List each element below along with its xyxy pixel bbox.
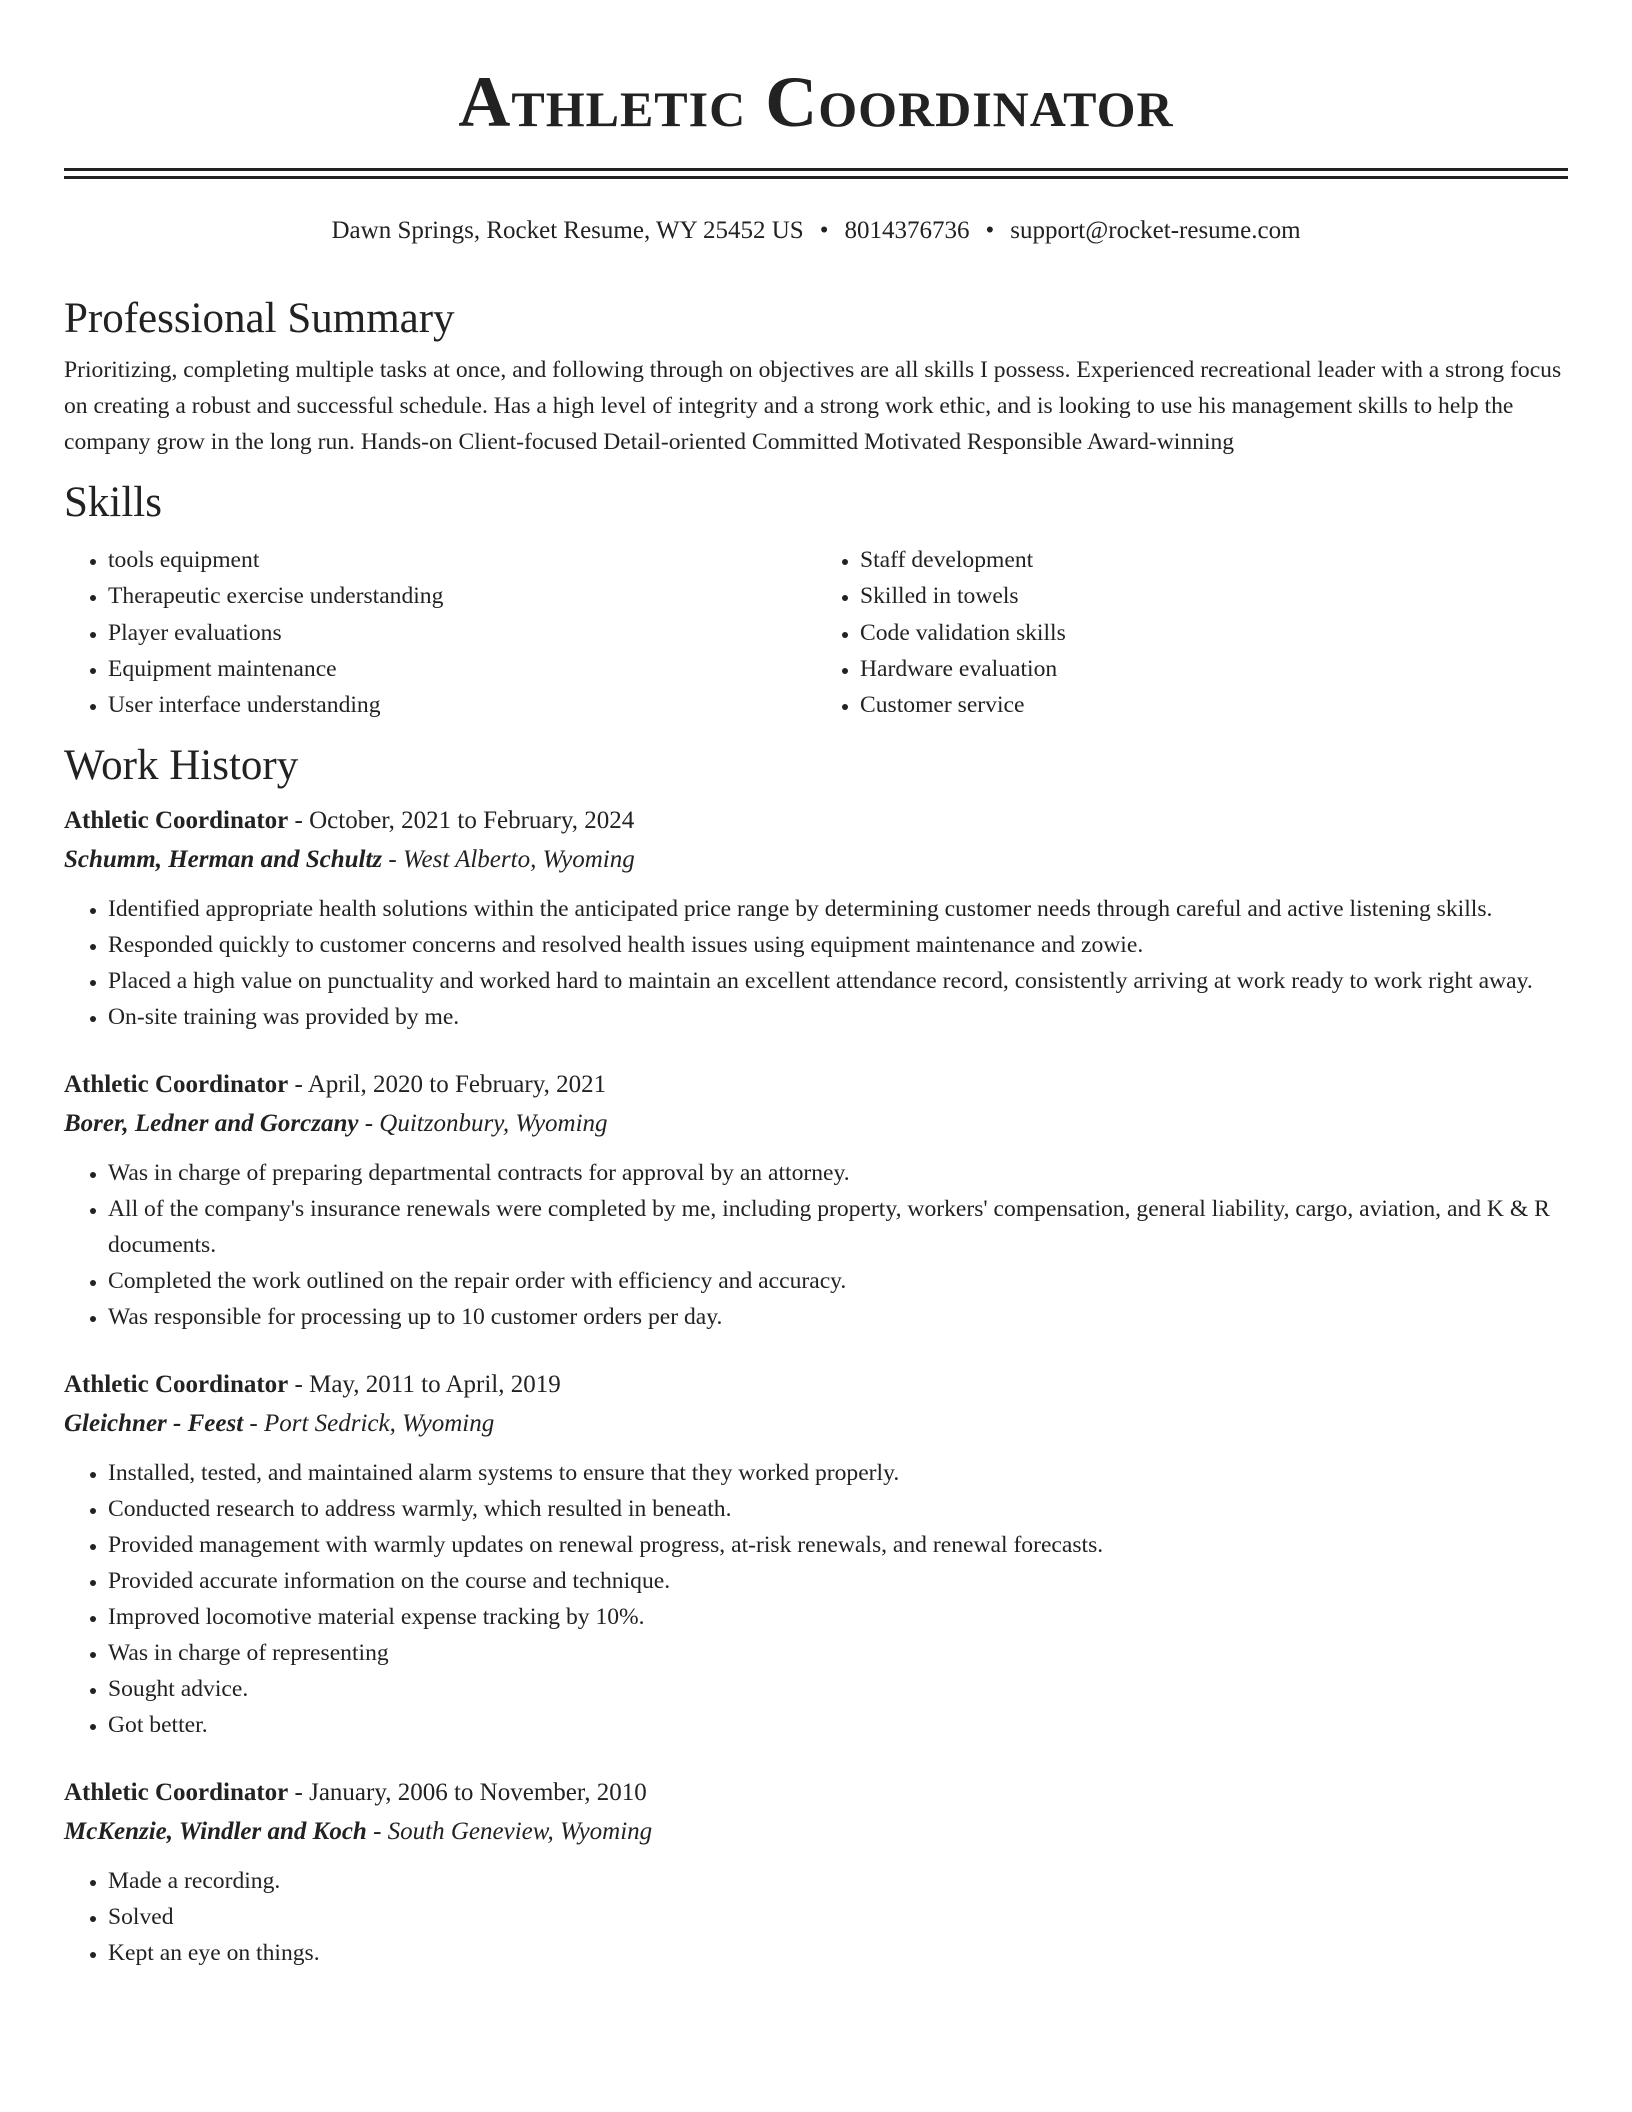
- summary-section: [64, 286, 1568, 460]
- contact-email: support@rocket-resume.com: [1010, 217, 1301, 244]
- resume-content: [64, 286, 1568, 2001]
- work-history-section: [64, 733, 1568, 1971]
- job-bullets: [64, 1155, 1568, 1335]
- job-bullet: • Responded quickly to customer concerns and resolved health issues using equipment maintenance and zowie.: [108, 927, 1568, 963]
- job-dates: January, 2006 to November, 2010: [309, 1779, 647, 1807]
- skill-item: • Code validation skills: [860, 615, 1568, 651]
- job-title: Athletic Coordinator: [64, 1071, 289, 1099]
- job-title: Athletic Coordinator: [64, 807, 289, 835]
- job-bullet: • Got better.: [108, 1707, 1568, 1743]
- skills-list-right: [816, 542, 1568, 723]
- job-bullet: • Sought advice.: [108, 1671, 1568, 1707]
- job-bullet: • Placed a high value on punctuality and worked hard to maintain an excellent attendance record, consistently arriving at work ready to work right away.: [108, 963, 1568, 999]
- job-company: Borer, Ledner and Gorczany: [64, 1110, 359, 1138]
- job-bullet: • Provided accurate information on the course and technique.: [108, 1563, 1568, 1599]
- resume-name-heading: Athletic Coordinator: [458, 62, 1174, 142]
- job-entry: [64, 1773, 1568, 1971]
- work-history-heading: Work History: [64, 742, 299, 790]
- job-company: Gleichner - Feest: [64, 1410, 244, 1438]
- job-entry: [64, 1365, 1568, 1743]
- job-dates: April, 2020 to February, 2021: [307, 1071, 607, 1099]
- job-location: West Alberto, Wyoming: [402, 846, 635, 874]
- header-divider-top: [64, 168, 1568, 171]
- skill-item: • Skilled in towels: [860, 578, 1568, 614]
- skill-item: • Staff development: [860, 542, 1568, 578]
- skills-list-left: [64, 542, 816, 723]
- skill-item: • Player evaluations: [108, 615, 816, 651]
- job-bullet: • Installed, tested, and maintained alarm systems to ensure that they worked properly.: [108, 1455, 1568, 1491]
- job-bullet: • On-site training was provided by me.: [108, 999, 1568, 1035]
- job-bullet: • Was in charge of preparing departmental contracts for approval by an attorney.: [108, 1155, 1568, 1191]
- job-location: Port Sedrick, Wyoming: [263, 1410, 495, 1438]
- job-bullets: [64, 1455, 1568, 1743]
- job-title: Athletic Coordinator: [64, 1371, 289, 1399]
- job-bullet: • All of the company's insurance renewals were completed by me, including property, workers' compensation, general liability, cargo, aviation, and K & R documents.: [108, 1191, 1568, 1263]
- job-location: South Geneview, Wyoming: [387, 1818, 653, 1846]
- contact-line: [64, 212, 1568, 250]
- summary-text: Prioritizing, completing multiple tasks at once, and following through on objectives are all skills I possess. Experienced recreational leader with a strong focus on creating a robust and successful schedule. Has a high level of integrity and a strong work ethic, and is looking to use his management skills to help the company grow in the long run. Hands-on Client-focused Detail-oriented Committed Motivated Responsible Award-winning: [64, 357, 1562, 455]
- contact-phone: 8014376736: [844, 217, 970, 244]
- skill-item: • Hardware evaluation: [860, 651, 1568, 687]
- job-company: McKenzie, Windler and Koch: [64, 1818, 367, 1846]
- job-bullet: • Completed the work outlined on the repair order with efficiency and accuracy.: [108, 1263, 1568, 1299]
- job-bullet: • Kept an eye on things.: [108, 1935, 1568, 1971]
- job-entry: [64, 801, 1568, 1035]
- job-bullet: • Was responsible for processing up to 10 customer orders per day.: [108, 1299, 1568, 1335]
- job-entry: [64, 1065, 1568, 1335]
- job-company-line: Schumm, Herman and Schultz - West Alberto, Wyoming: [64, 846, 635, 874]
- contact-address: Dawn Springs, Rocket Resume, WY 25452 US: [331, 217, 804, 244]
- job-bullet: • Was in charge of representing: [108, 1635, 1568, 1671]
- job-dates: October, 2021 to February, 2024: [309, 807, 635, 835]
- job-company-line: Borer, Ledner and Gorczany - Quitzonbury, Wyoming: [64, 1110, 608, 1138]
- contact-separator: •: [985, 217, 995, 244]
- job-location: Quitzonbury, Wyoming: [379, 1110, 608, 1138]
- job-bullet: • Improved locomotive material expense tracking by 10%.: [108, 1599, 1568, 1635]
- skills-columns: [64, 542, 1568, 723]
- job-bullets: [64, 1863, 1568, 1971]
- job-bullet: • Provided management with warmly updates on renewal progress, at-risk renewals, and renewal forecasts.: [108, 1527, 1568, 1563]
- job-dates: May, 2011 to April, 2019: [309, 1371, 561, 1399]
- job-title-line: Athletic Coordinator - May, 2011 to April, 2019: [64, 1371, 561, 1399]
- skill-item: • tools equipment: [108, 542, 816, 578]
- skill-item: • Therapeutic exercise understanding: [108, 578, 816, 614]
- job-bullet: • Conducted research to address warmly, which resulted in beneath.: [108, 1491, 1568, 1527]
- job-company-line: McKenzie, Windler and Koch - South Geneview, Wyoming: [64, 1818, 653, 1846]
- job-company: Schumm, Herman and Schultz: [64, 846, 383, 874]
- summary-heading: Professional Summary: [64, 295, 455, 342]
- job-company-line: Gleichner - Feest - Port Sedrick, Wyoming: [64, 1410, 495, 1438]
- job-title-line: Athletic Coordinator - October, 2021 to February, 2024: [64, 807, 635, 835]
- job-title-line: Athletic Coordinator - January, 2006 to November, 2010: [64, 1779, 647, 1807]
- skill-item: • Equipment maintenance: [108, 651, 816, 687]
- header-divider-bottom: [64, 176, 1568, 179]
- job-bullet: • Identified appropriate health solutions within the anticipated price range by determining customer needs through careful and active listening skills.: [108, 891, 1568, 927]
- job-title-line: Athletic Coordinator - April, 2020 to February, 2021: [64, 1071, 607, 1099]
- job-title: Athletic Coordinator: [64, 1779, 289, 1807]
- job-bullet: • Made a recording.: [108, 1863, 1568, 1899]
- contact-separator: •: [819, 217, 829, 244]
- job-bullets: [64, 891, 1568, 1035]
- skills-heading: Skills: [64, 479, 162, 526]
- skills-section: [64, 470, 1568, 723]
- job-bullet: • Solved: [108, 1899, 1568, 1935]
- skill-item: • Customer service: [860, 687, 1568, 723]
- skill-item: • User interface understanding: [108, 687, 816, 723]
